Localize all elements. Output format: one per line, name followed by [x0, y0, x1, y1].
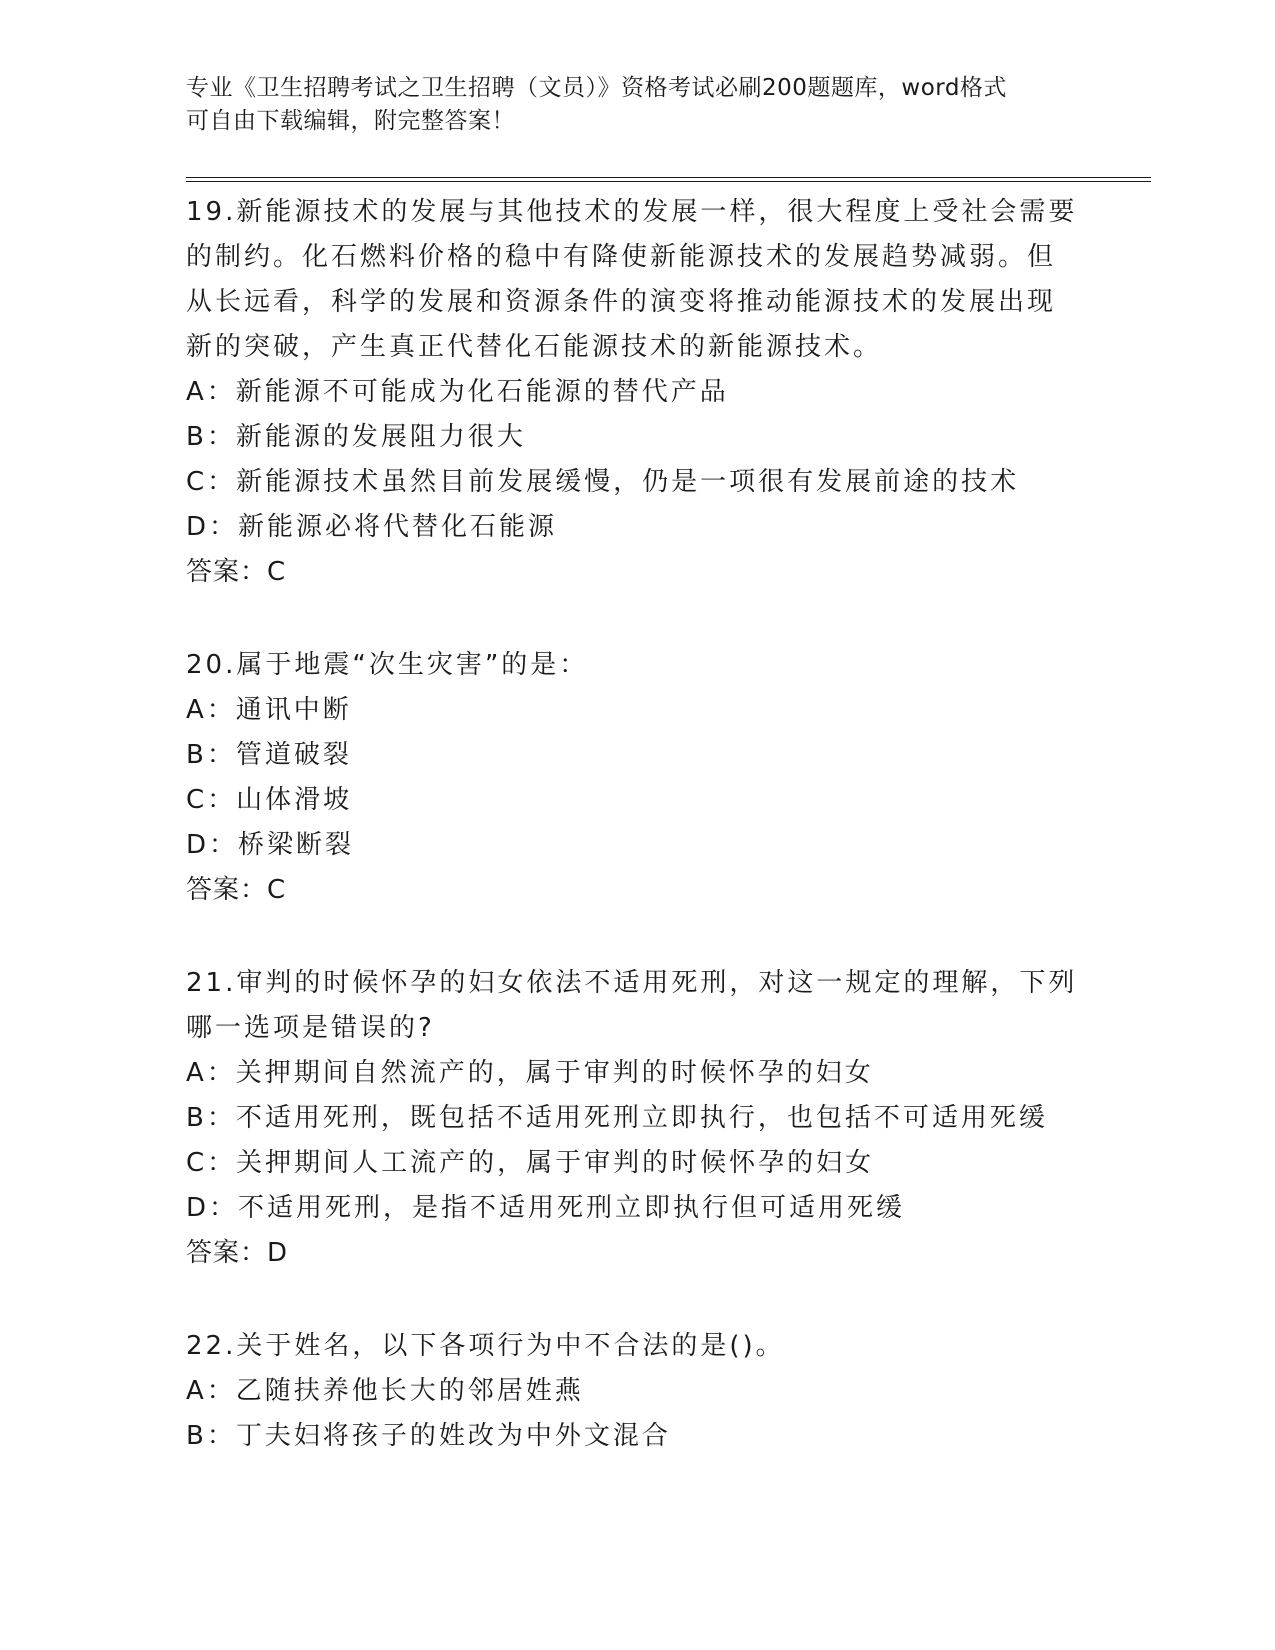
option-d: D：新能源必将代替化石能源 — [186, 512, 558, 542]
option-b: B：管道破裂 — [186, 740, 352, 770]
option-a: A：乙随扶养他长大的邻居姓燕 — [186, 1376, 584, 1406]
option-b: B：新能源的发展阻力很大 — [186, 422, 526, 452]
answer-label: 答案：D — [186, 1238, 289, 1268]
option-c: C：关押期间人工流产的，属于审判的时候怀孕的妇女 — [186, 1148, 875, 1178]
option-c: C：山体滑坡 — [186, 785, 353, 815]
question-stem-line: 的制约。化石燃料价格的稳中有降使新能源技术的发展趋势减弱。但 — [186, 242, 1057, 272]
option-c: C：新能源技术虽然目前发展缓慢，仍是一项很有发展前途的技术 — [186, 467, 1020, 497]
option-d: D：不适用死刑，是指不适用死刑立即执行但可适用死缓 — [186, 1193, 906, 1223]
question-stem-line: 哪一选项是错误的? — [186, 1013, 435, 1043]
question-stem-line: 21.审判的时候怀孕的妇女依法不适用死刑，对这一规定的理解，下列 — [186, 968, 1078, 998]
option-a: A：关押期间自然流产的，属于审判的时候怀孕的妇女 — [186, 1058, 874, 1088]
option-a: A：新能源不可能成为化石能源的替代产品 — [186, 377, 729, 407]
question-20 — [186, 643, 1086, 913]
question-spacer — [186, 595, 1086, 643]
question-stem-line: 从长远看，科学的发展和资源条件的演变将推动能源技术的发展出现 — [186, 287, 1057, 317]
question-stem-line: 22.关于姓名，以下各项行为中不合法的是()。 — [186, 1331, 785, 1361]
question-21 — [186, 961, 1086, 1276]
question-19 — [186, 190, 1086, 595]
option-a: A：通讯中断 — [186, 695, 352, 725]
option-b: B：不适用死刑，既包括不适用死刑立即执行，也包括不可适用死缓 — [186, 1103, 1048, 1133]
question-stem-line: 新的突破，产生真正代替化石能源技术的新能源技术。 — [186, 332, 883, 362]
document-header — [186, 72, 1086, 138]
option-b: B：丁夫妇将孩子的姓改为中外文混合 — [186, 1421, 671, 1451]
header-title-line-1: 专业《卫生招聘考试之卫生招聘（文员）》资格考试必刷200题题库，word格式 — [186, 75, 1007, 101]
question-spacer — [186, 913, 1086, 961]
question-stem-line: 20.属于地震“次生灾害”的是： — [186, 650, 589, 680]
answer-label: 答案：C — [186, 557, 287, 587]
question-list — [186, 190, 1086, 1459]
header-title-line-2: 可自由下载编辑，附完整答案！ — [186, 108, 515, 134]
question-stem-line: 19.新能源技术的发展与其他技术的发展一样，很大程度上受社会需要 — [186, 197, 1078, 227]
option-d: D：桥梁断裂 — [186, 830, 355, 860]
question-22 — [186, 1324, 1086, 1459]
header-divider-top — [186, 177, 1151, 178]
answer-label: 答案：C — [186, 875, 287, 905]
header-divider-bottom — [186, 181, 1151, 182]
question-spacer — [186, 1276, 1086, 1324]
